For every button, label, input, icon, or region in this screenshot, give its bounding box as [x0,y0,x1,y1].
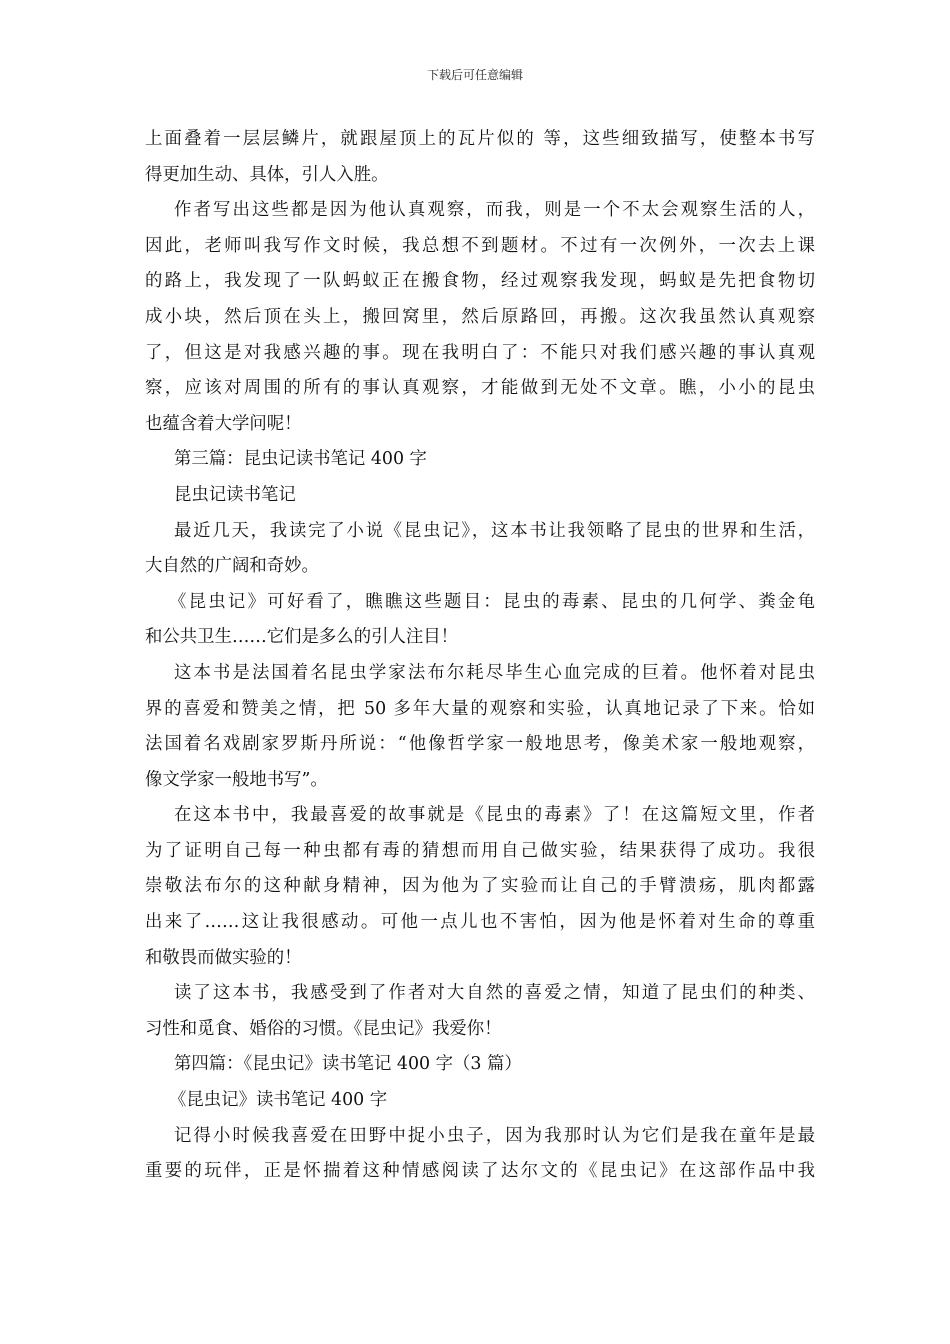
text-line: 读了这本书，我感受到了作者对大自然的喜爱之情，知道了昆虫们的种类、 [174,983,815,1004]
text-line: 成小块，然后顶在头上，搬回窝里，然后原路回，再搬。这次我虽然认真观察 [145,306,815,327]
text-line: 崇敬法布尔的这种献身精神，因为他为了实验而让自己的手臂溃疡，肌肉都露 [145,876,815,897]
text-line: 像文学家一般地书写”。 [145,769,328,790]
text-line: 法国着名戏剧家罗斯丹所说：“他像哲学家一般地思考，像美术家一般地观察， [145,734,815,755]
text-line: 在这本书中，我最喜爱的故事就是《昆虫的毒素》了！在这篇短文里，作者 [174,805,815,826]
text-line: 为了证明自己每一种虫都有毒的猜想而用自己做实验，结果获得了成功。我很 [145,840,815,861]
text-line: 上面叠着一层层鳞片，就跟屋顶上的瓦片似的 等，这些细致描写，使整本书写 [145,129,815,149]
text-line: 重要的玩伴，正是怀揣着这种情感阅读了达尔文的《昆虫记》在这部作品中我 [145,1161,815,1182]
text-line: 也蕴含着大学问呢！ [145,413,302,434]
text-line: 最近几天，我读完了小说《昆虫记》，这本书让我领略了昆虫的世界和生活， [174,520,815,541]
text-line: 得更加生动、具体，引人入胜。 [145,164,389,185]
text-line: 出来了……这让我很感动。可他一点儿也不害怕，因为他是怀着对生命的尊重 [145,912,815,933]
text-line: 和敬畏而做实验的！ [145,947,302,968]
text-line: 的路上，我发现了一队蚂蚁正在搬食物，经过观察我发现，蚂蚁是先把食物切 [145,271,815,292]
text-line: 习性和觅食、婚俗的习惯。《昆虫记》我爱你！ [145,1018,502,1039]
text-line: 大自然的广阔和奇妙。 [145,556,319,577]
section-heading: 第四篇：《昆虫记》读书笔记 400 字（3 篇） [174,1054,522,1075]
text-line: 作者写出这些都是因为他认真观察，而我，则是一个不太会观察生活的人， [174,200,815,221]
section-heading: 第三篇：昆虫记读书笔记 400 字 [174,449,427,470]
page-header: 下载后可任意编辑 [426,68,523,82]
text-line: 察，应该对周围的所有的事认真观察，才能做到无处不文章。瞧，小小的昆虫 [145,378,815,399]
article-title: 《昆虫记》读书笔记 400 字 [169,1090,388,1111]
text-line: 记得小时候我喜爱在田野中捉小虫子，因为我那时认为它们是我在童年是最 [174,1125,815,1146]
text-line: 《昆虫记》可好看了，瞧瞧这些题目：昆虫的毒素、昆虫的几何学、粪金龟 [169,591,815,612]
text-line: 和公共卫生……它们是多么的引人注目！ [145,627,459,648]
text-line: 这本书是法国着名昆虫学家法布尔耗尽毕生心血完成的巨着。他怀着对昆虫 [174,662,815,683]
text-line: 了，但这是对我感兴趣的事。现在我明白了：不能只对我们感兴趣的事认真观 [145,342,815,363]
article-title: 昆虫记读书笔记 [174,484,296,505]
text-line: 因此，老师叫我写作文时候，我总想不到题材。不过有一次例外，一次去上课 [145,235,815,256]
text-line: 界的喜爱和赞美之情，把 50 多年大量的观察和实验，认真地记录了下来。恰如 [145,698,815,719]
document-body [145,122,815,1190]
